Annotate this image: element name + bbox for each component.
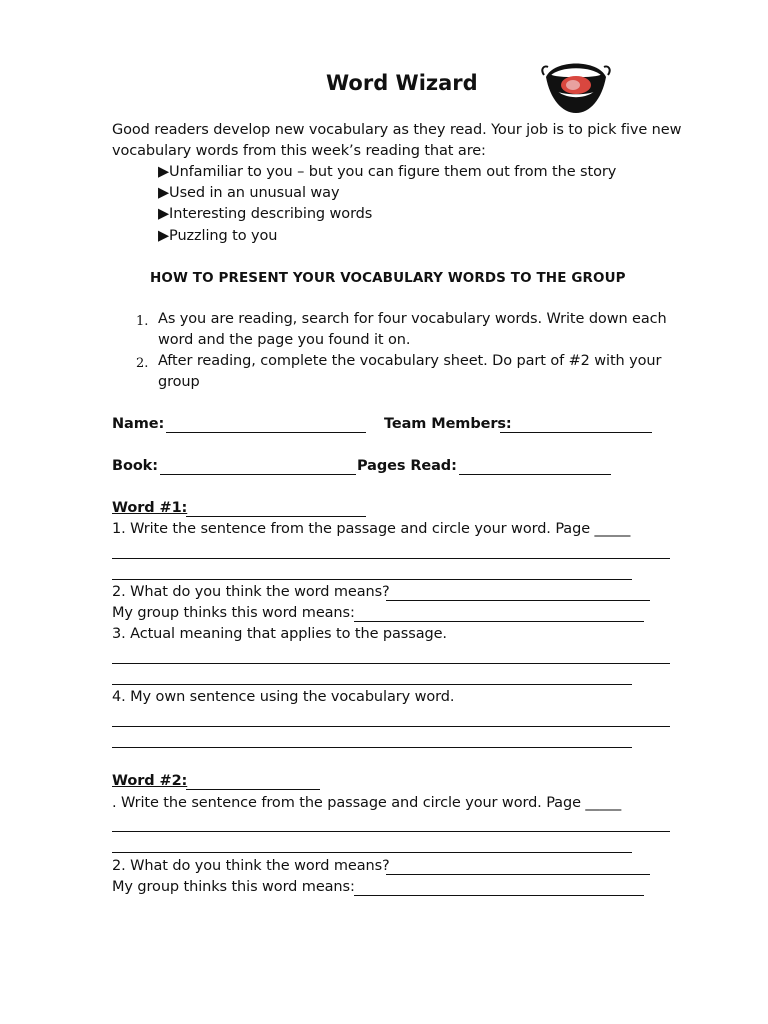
criteria-item: ▶Used in an unusual way: [158, 185, 340, 201]
word1-q4: 4. My own sentence using the vocabulary word.: [112, 689, 455, 705]
step-text: After reading, complete the vocabulary sheet. Do part of #2 with your: [158, 353, 662, 369]
pages-read-field[interactable]: [459, 474, 611, 475]
word2-field[interactable]: [186, 789, 320, 790]
step-text: word and the page you found it on.: [158, 332, 411, 348]
word2-q2b: My group thinks this word means:: [112, 879, 355, 895]
answer-line[interactable]: [112, 852, 632, 853]
answer-line[interactable]: [112, 726, 670, 727]
answer-line[interactable]: [354, 621, 644, 622]
section-heading: HOW TO PRESENT YOUR VOCABULARY WORDS TO THE GROUP: [150, 270, 626, 286]
word1-field[interactable]: [186, 516, 366, 517]
answer-line[interactable]: [112, 579, 632, 580]
word2-q2: 2. What do you think the word means?: [112, 858, 390, 874]
word1-q2: 2. What do you think the word means?: [112, 584, 390, 600]
word1-label: Word #1:: [112, 500, 188, 516]
step-number: 2.: [136, 356, 149, 371]
name-field[interactable]: [166, 432, 366, 433]
step-text: As you are reading, search for four vocabulary words. Write down each: [158, 311, 667, 327]
answer-line[interactable]: [354, 895, 644, 896]
mouth-icon: [540, 55, 612, 117]
page-title: Word Wizard: [326, 71, 478, 95]
team-members-field[interactable]: [500, 432, 652, 433]
answer-line[interactable]: [112, 831, 670, 832]
answer-line[interactable]: [112, 747, 632, 748]
intro-line-2: vocabulary words from this week’s reading that are:: [112, 143, 486, 159]
team-members-label: Team Members:: [384, 416, 512, 432]
answer-line[interactable]: [112, 558, 670, 559]
criteria-item: ▶Interesting describing words: [158, 206, 373, 222]
answer-line[interactable]: [112, 663, 670, 664]
answer-line[interactable]: [112, 684, 632, 685]
word2-q1: . Write the sentence from the passage and circle your word. Page _____: [112, 795, 622, 811]
name-label: Name:: [112, 416, 165, 432]
criteria-item: ▶Unfamiliar to you – but you can figure them out from the story: [158, 164, 617, 180]
book-label: Book:: [112, 458, 158, 474]
step-number: 1.: [136, 314, 149, 329]
step-text: group: [158, 374, 200, 390]
answer-line[interactable]: [386, 874, 650, 875]
criteria-item: ▶Puzzling to you: [158, 228, 278, 244]
word1-q3: 3. Actual meaning that applies to the passage.: [112, 626, 447, 642]
word2-label: Word #2:: [112, 773, 188, 789]
answer-line[interactable]: [386, 600, 650, 601]
intro-line-1: Good readers develop new vocabulary as they read. Your job is to pick five new: [112, 122, 682, 138]
pages-read-label: Pages Read:: [357, 458, 457, 474]
word1-q1: 1. Write the sentence from the passage and circle your word. Page _____: [112, 521, 631, 537]
word1-q2b: My group thinks this word means:: [112, 605, 355, 621]
book-field[interactable]: [160, 474, 356, 475]
